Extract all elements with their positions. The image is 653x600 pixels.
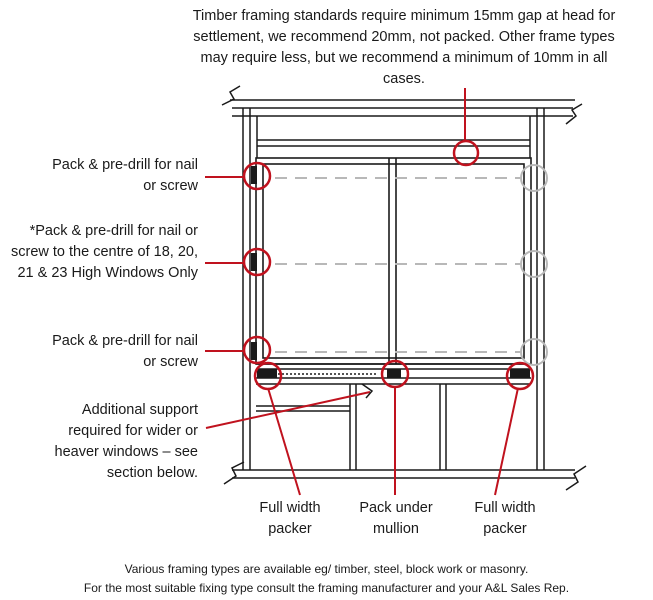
label-pack-predrill-bottom: Pack & pre-drill for nail or screw [52,333,198,370]
label-pack-predrill-top: Pack & pre-drill for nail or screw [52,157,198,194]
head-plate [222,86,582,124]
label-full-width-packer-left: Full width packer [259,500,321,537]
footer-notes [0,560,653,598]
footer-line-2: For the most suitable fixing type consult the framing manufacturer and your A&L Sales Rep. [83,581,570,595]
fixing-lines [275,178,520,352]
label-full-width-packer-right: Full width packer [474,500,536,537]
label-pack-under-mullion: Pack under mullion [359,500,433,537]
leader-lines [205,88,518,495]
right-fixing-circles [521,165,547,365]
label-additional-support: Additional support required for wider or heaver windows – see section below. [54,402,198,481]
label-pack-predrill-centre: *Pack & pre-drill for nail or screw to the centre of 18, 20, 21 & 23 High Windows Only [11,223,198,281]
support-arrow [362,384,372,398]
packers [251,166,530,378]
sill-plate [224,462,586,490]
studs [243,108,544,470]
sub-frame [256,374,531,470]
footer-line-1: Various framing types are available eg/ timber, steel, block work or masonry. [124,562,529,576]
top-note: Timber framing standards require minimum 15mm gap at head for settlement, we recommend 20mm, not packed. Other frame types may require less, but we recommend a minimum of 10mm in all cases. [192,8,616,87]
